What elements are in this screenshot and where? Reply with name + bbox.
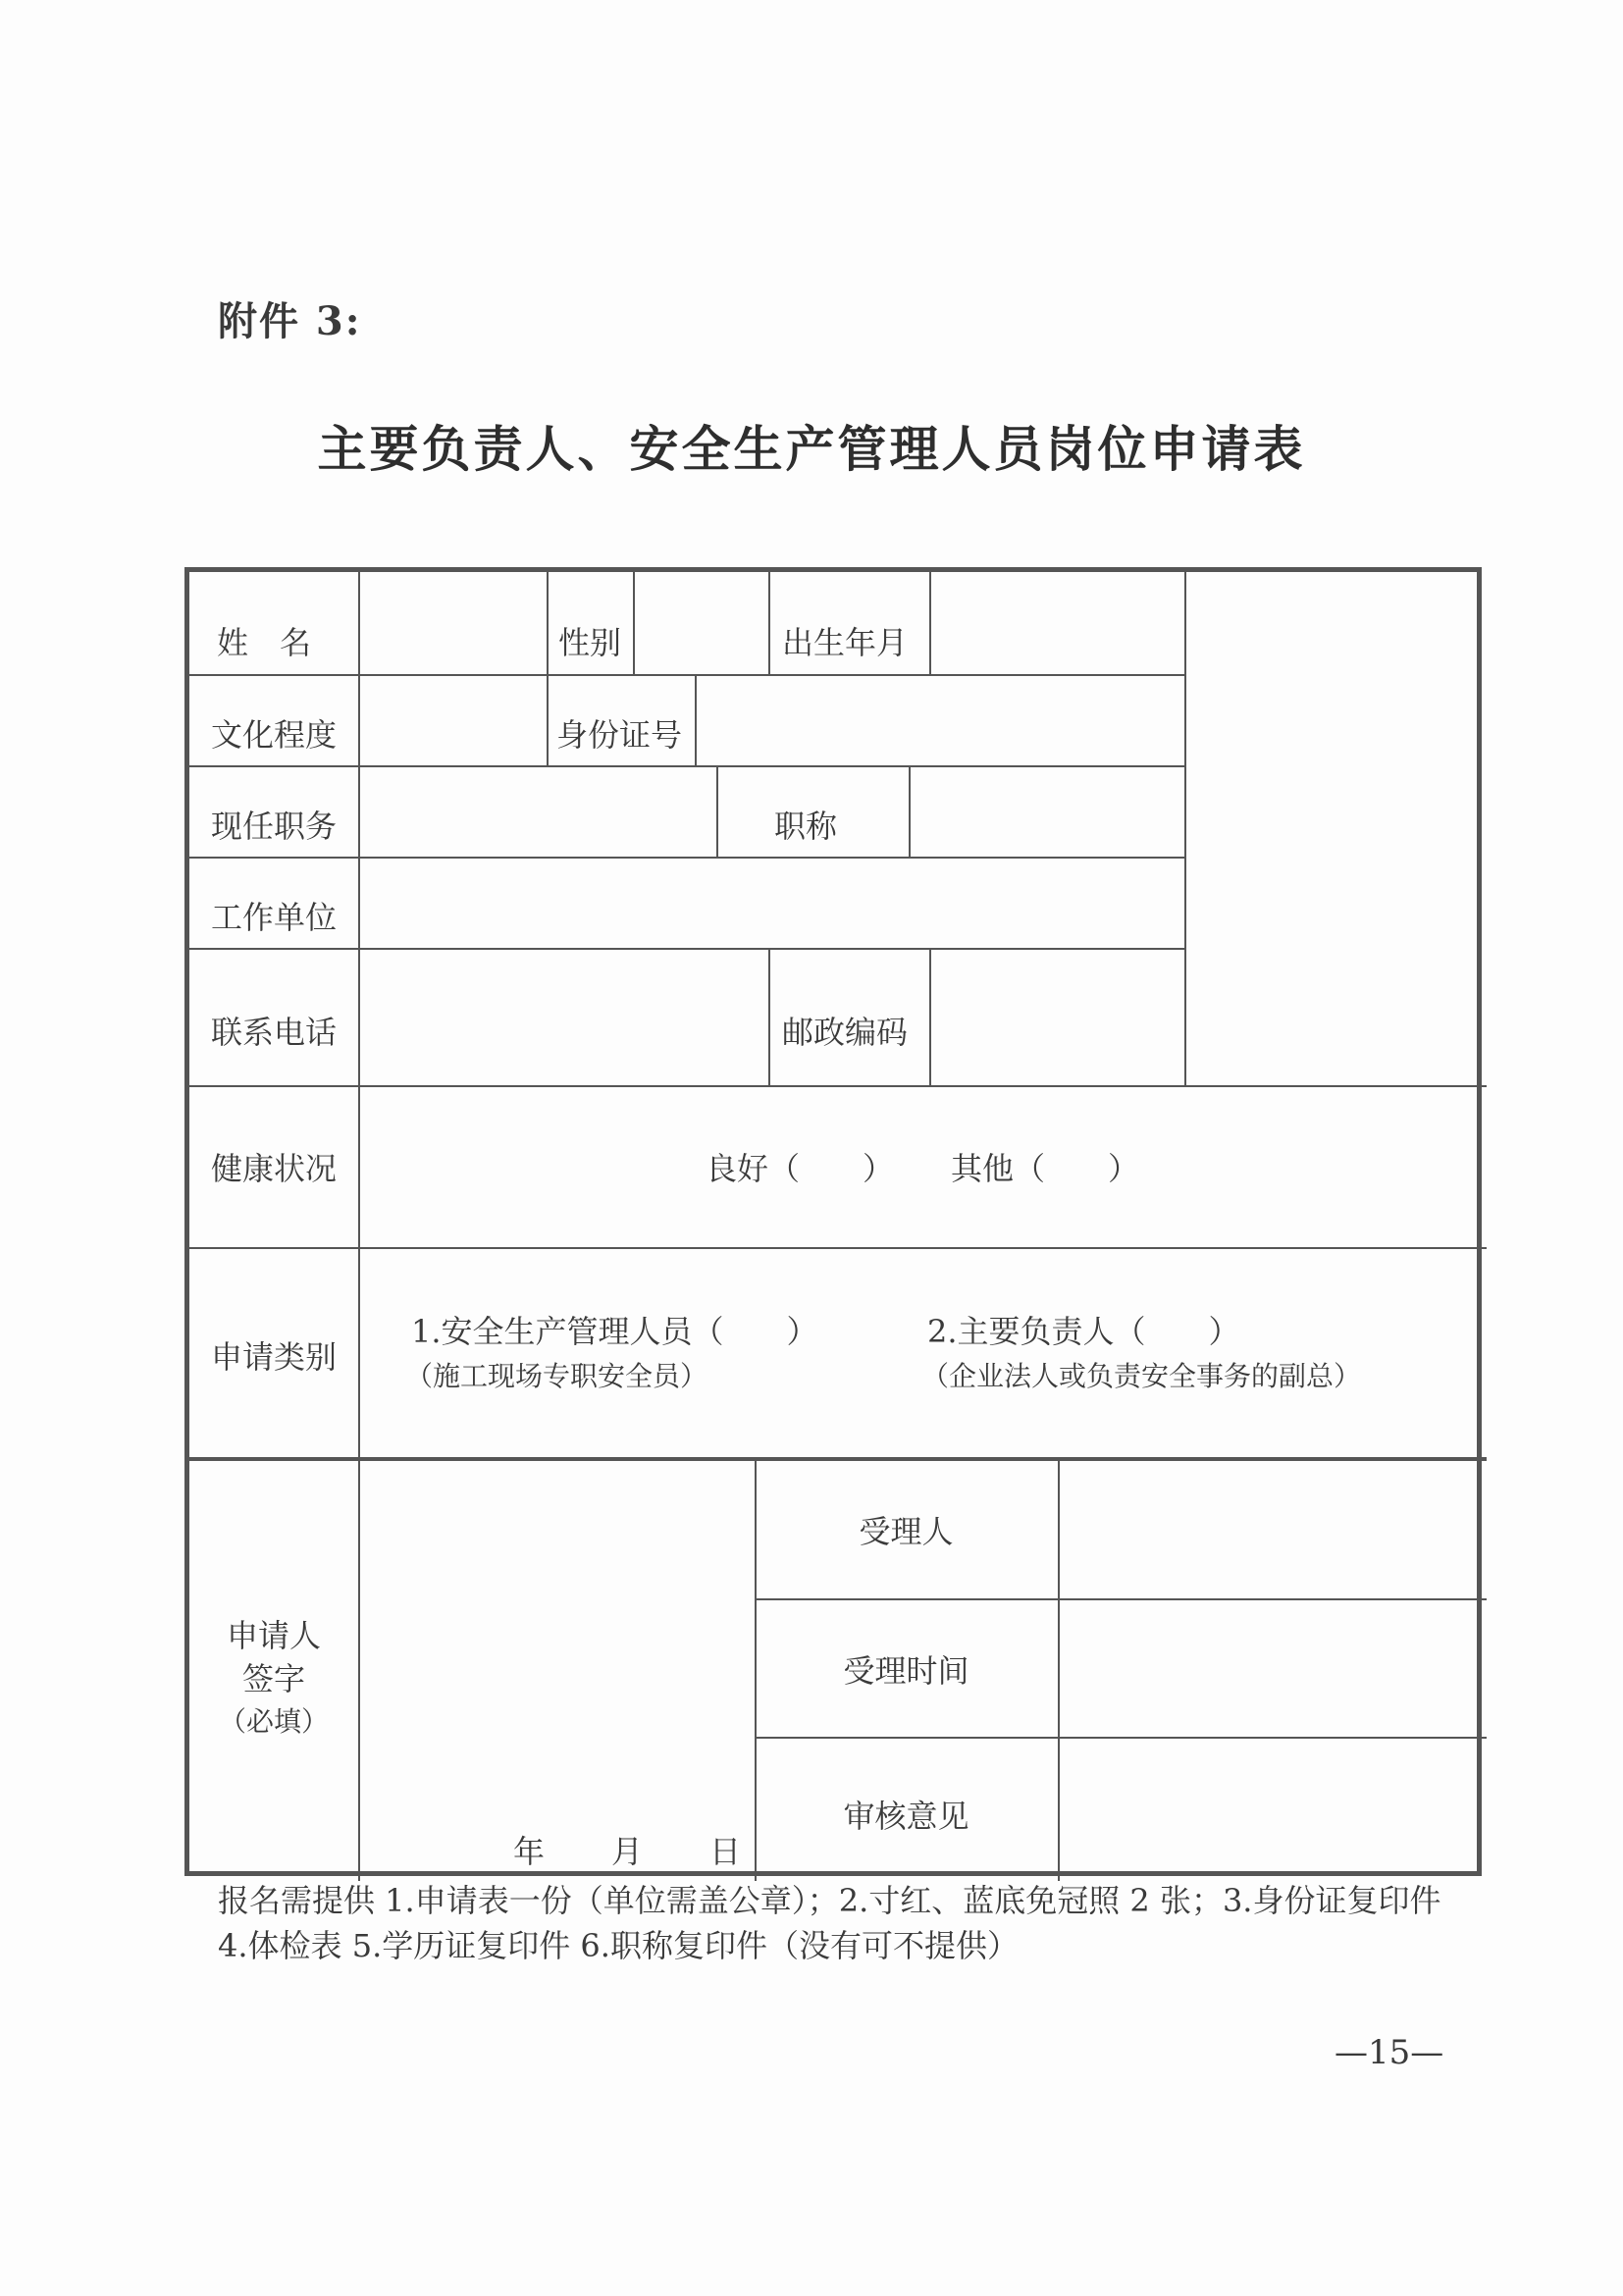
professional-title-field[interactable]: [911, 765, 1184, 857]
gender-field[interactable]: [635, 572, 768, 674]
page-number: —15—: [1335, 2033, 1444, 2072]
date-year-label: 年: [513, 1833, 546, 1870]
employer-label: 工作单位: [211, 899, 338, 936]
gender-label: 性别: [558, 624, 622, 661]
phone-label: 联系电话: [211, 1014, 338, 1051]
signature-field[interactable]: [360, 1459, 755, 1871]
footnote-requirements: 报名需提供 1.申请表一份（单位需盖公章）；2.寸红、蓝底免冠照 2 张；3.身份证复印件 4.体检表 5.学历证复印件 6.职称复印件（没有可不提供）: [218, 1882, 1441, 1964]
signature-required-note: （必填）: [218, 1705, 329, 1738]
education-field[interactable]: [360, 674, 547, 765]
health-good-option[interactable]: 良好（ ）: [706, 1150, 895, 1187]
review-opinion-field[interactable]: [1060, 1739, 1481, 1876]
date-month-label: 月: [611, 1833, 644, 1870]
category-option-safety-manager-note: （施工现场专职安全员）: [405, 1360, 708, 1392]
review-opinion-label: 审核意见: [843, 1798, 969, 1835]
birth-date-field[interactable]: [931, 572, 1184, 674]
education-label: 文化程度: [211, 716, 338, 754]
id-number-field[interactable]: [697, 674, 1184, 765]
category-option-safety-manager[interactable]: 1.安全生产管理人员（ ）: [411, 1313, 818, 1350]
receive-time-field[interactable]: [1060, 1600, 1481, 1737]
date-day-label: 日: [709, 1833, 742, 1870]
category-label: 申请类别: [211, 1338, 338, 1376]
postcode-field[interactable]: [931, 948, 1184, 1085]
category-option-principal[interactable]: 2.主要负责人（ ）: [927, 1313, 1240, 1350]
birth-date-label: 出生年月: [782, 624, 909, 661]
receiver-label: 受理人: [859, 1513, 954, 1550]
column-divider: [716, 765, 718, 857]
column-divider: [547, 572, 549, 765]
signature-label-sub: 签字: [241, 1660, 305, 1697]
name-label: 姓 名: [217, 624, 312, 661]
health-label: 健康状况: [211, 1150, 338, 1187]
receive-time-label: 受理时间: [843, 1652, 969, 1690]
signature-label: 申请人: [226, 1617, 321, 1654]
professional-title-label: 职称: [774, 808, 838, 845]
column-divider: [768, 948, 770, 1085]
attachment-label: 附件 3:: [218, 298, 362, 344]
row-divider: [189, 1247, 1487, 1249]
employer-field[interactable]: [360, 857, 1184, 948]
health-other-option[interactable]: 其他（ ）: [951, 1150, 1140, 1187]
current-position-label: 现任职务: [211, 808, 338, 845]
phone-field[interactable]: [360, 948, 768, 1085]
id-number-label: 身份证号: [556, 716, 683, 754]
column-divider: [768, 572, 770, 674]
category-option-principal-note: （企业法人或负责安全事务的副总）: [921, 1360, 1362, 1392]
receiver-field[interactable]: [1060, 1459, 1481, 1598]
page-title: 主要负责人、安全生产管理人员岗位申请表: [317, 420, 1306, 478]
application-form-table: [184, 567, 1482, 1876]
current-position-field[interactable]: [360, 765, 716, 857]
postcode-label: 邮政编码: [782, 1014, 909, 1051]
row-divider: [189, 1085, 1487, 1087]
name-field[interactable]: [360, 572, 547, 674]
photo-box[interactable]: [1186, 572, 1481, 1085]
